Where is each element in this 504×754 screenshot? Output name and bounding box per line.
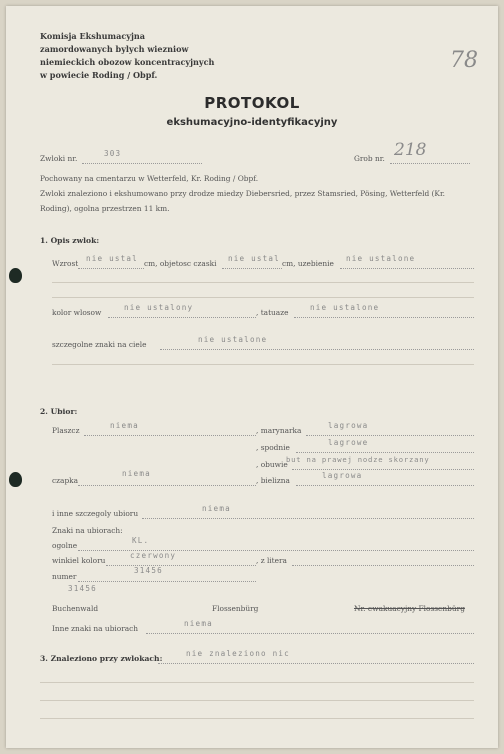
tatuaze-label: , tatuaze xyxy=(256,308,289,317)
flossenburg-label: Flossenbürg xyxy=(212,604,259,613)
buchenwald-label: Buchenwald xyxy=(52,604,99,613)
grob-value: 218 xyxy=(394,140,427,160)
tatuaze-value: nie ustalone xyxy=(310,303,380,312)
obuwie-label: , obuwie xyxy=(256,460,288,469)
winkiel-value: czerwony xyxy=(130,551,177,560)
commission-header xyxy=(40,30,214,82)
plaszcz-label: Plaszcz xyxy=(52,426,80,435)
document-subtitle: ekshumacyjno-identyfikacyjny xyxy=(166,117,338,128)
punch-hole-top xyxy=(9,268,22,283)
numer-value: 31456 xyxy=(134,566,163,575)
czapka-label: czapka xyxy=(52,476,79,485)
uzebienie-dots xyxy=(340,268,474,269)
z-litera-dots xyxy=(292,565,474,566)
czaska-dots xyxy=(222,268,282,269)
czapka-value: niema xyxy=(122,469,151,478)
znaki-value: nie ustalone xyxy=(198,335,268,344)
org-line-3: niemieckich obozow koncentracyjnych xyxy=(40,57,215,67)
inne-label: i inne szczegoly ubioru xyxy=(52,509,139,518)
plaszcz-value: niema xyxy=(110,421,139,430)
blank-line xyxy=(52,364,474,365)
section3-dots xyxy=(158,663,474,664)
z-litera-label: , z litera xyxy=(256,556,287,565)
obuwie-dots xyxy=(292,469,474,470)
inne-value: niema xyxy=(202,504,231,513)
kolor-dots xyxy=(108,317,256,318)
cm-objetosc-label: cm, objetosc czaski xyxy=(144,259,217,268)
nr-ewakuacyjny-label: Nr. ewakuacyjny Flossenbürg xyxy=(354,604,465,613)
spodnie-label: , spodnie xyxy=(256,443,290,452)
page-number: 78 xyxy=(450,48,478,73)
intro-line-2: Zwloki znaleziono i ekshumowano przy drodze miedzy Diebersried, przez Stamsried, Pösing, Wetterfeld (Kr. xyxy=(40,189,446,198)
blank-line xyxy=(40,718,474,719)
spodnie-dots xyxy=(296,452,474,453)
cm-uzebienie-label: cm, uzebienie xyxy=(282,259,334,268)
czaska-value: nie ustal xyxy=(228,254,280,263)
znaki-dots xyxy=(160,349,474,350)
znaki-ubior-heading: Znaki na ubiorach: xyxy=(52,526,123,535)
section1-heading: 1. Opis zwlok: xyxy=(40,236,100,245)
intro-line-1: Pochowany na cmentarzu w Wetterfeld, Kr. Roding / Obpf. xyxy=(40,174,259,183)
ogolne-value: KL. xyxy=(132,536,150,545)
wzrost-value: nie ustal xyxy=(86,254,138,263)
section2-heading: 2. Ubior: xyxy=(40,407,78,416)
tatuaze-dots xyxy=(294,317,474,318)
inne-znaki-dots xyxy=(146,633,474,634)
zwloki-value: 303 xyxy=(104,149,122,158)
marynarka-value: lagrowa xyxy=(328,421,369,430)
kolor-value: nie ustalony xyxy=(124,303,194,312)
obuwie-value: but na prawej nodze skorzany xyxy=(286,455,430,464)
intro-line-3: Roding), ogolna przestrzen 11 km. xyxy=(40,204,170,213)
inne-znaki-label: Inne znaki na ubiorach xyxy=(52,624,139,633)
bielizna-value: lagrowa xyxy=(322,471,363,480)
ogolne-label: ogolne xyxy=(52,541,78,550)
zwloki-label: Zwloki nr. xyxy=(40,154,78,163)
section3-heading: 3. Znaleziono przy zwlokach: xyxy=(40,654,163,663)
winkiel-dots xyxy=(106,565,256,566)
section3-value: nie znaleziono nic xyxy=(186,649,290,658)
wzrost-label: Wzrost xyxy=(52,259,79,268)
wzrost-dots xyxy=(78,268,144,269)
document-sheet xyxy=(6,6,498,748)
org-line-4: w powiecie Roding / Obpf. xyxy=(40,70,158,80)
numer-label: numer xyxy=(52,572,77,581)
plaszcz-dots xyxy=(84,435,256,436)
grob-label: Grob nr. xyxy=(354,154,385,163)
uzebienie-value: nie ustalone xyxy=(346,254,416,263)
znaki-label: szczegolne znaki na ciele xyxy=(52,340,147,349)
spodnie-value: lagrowe xyxy=(328,438,369,447)
marynarka-label: , marynarka xyxy=(256,426,302,435)
punch-hole-bottom xyxy=(9,472,22,487)
org-line-1: Komisja Ekshumacyjna xyxy=(40,31,146,41)
numer-dots xyxy=(78,581,256,582)
blank-line xyxy=(52,297,474,298)
inne-dots xyxy=(142,518,474,519)
blank-line xyxy=(40,700,474,701)
blank-line xyxy=(40,682,474,683)
kolor-label: kolor wlosow xyxy=(52,308,102,317)
winkiel-label: winkiel koloru xyxy=(52,556,106,565)
marynarka-dots xyxy=(306,435,474,436)
bielizna-dots xyxy=(296,485,474,486)
zwloki-dots xyxy=(82,163,202,164)
grob-dots xyxy=(390,163,470,164)
czapka-dots xyxy=(78,485,256,486)
document-title: PROTOKOL xyxy=(204,94,300,112)
org-line-2: zamordowanych bylych wiezniow xyxy=(40,44,189,54)
blank-line xyxy=(52,282,474,283)
inne-znaki-value: niema xyxy=(184,619,213,628)
numer-handwritten-note: 31456 xyxy=(68,584,97,593)
bielizna-label: , bielizna xyxy=(256,476,290,485)
